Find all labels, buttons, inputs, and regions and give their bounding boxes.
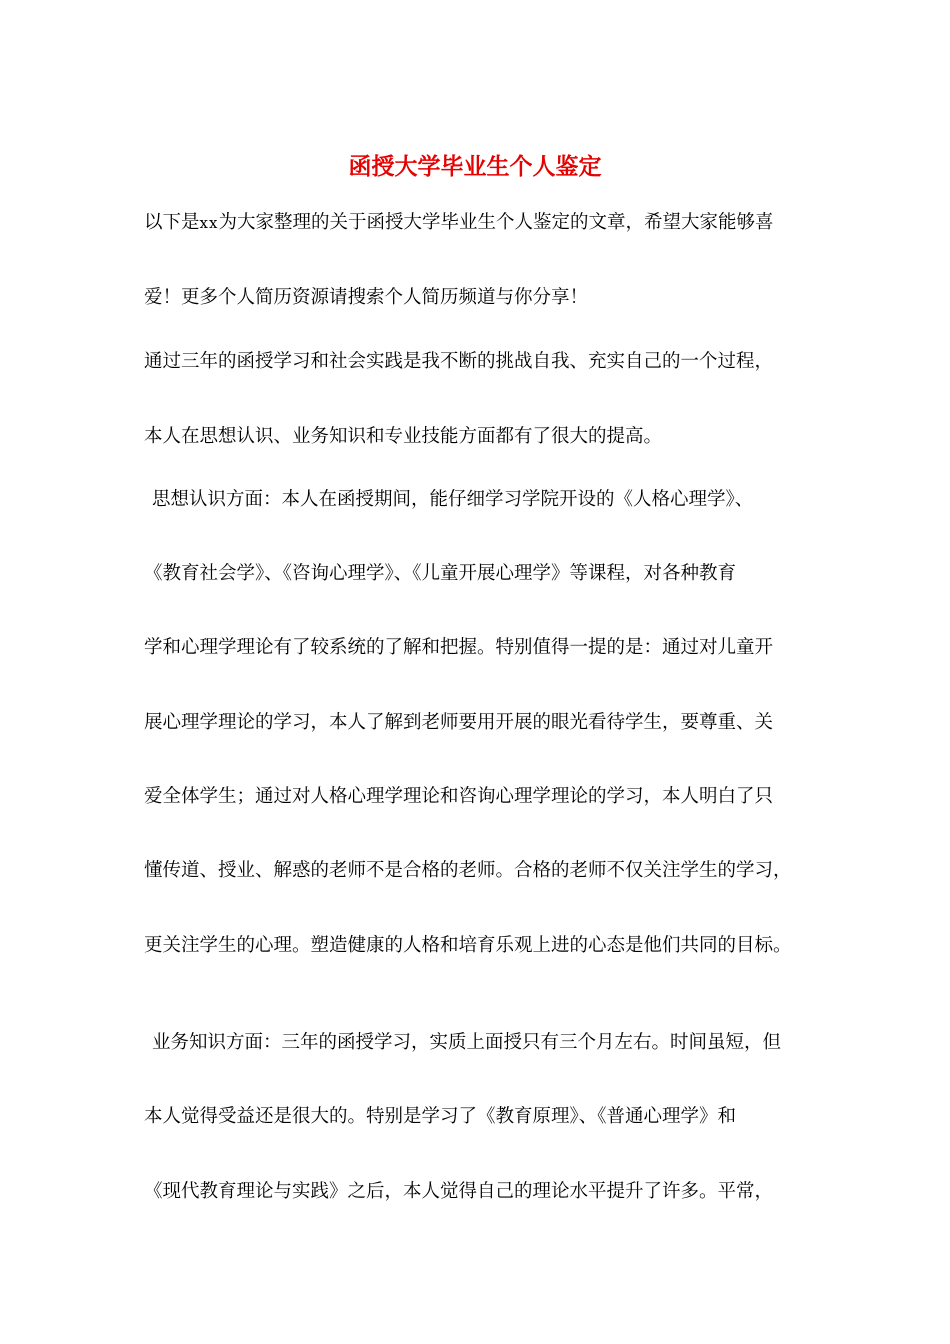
body-line-10: 业务知识方面：三年的函授学习，实质上面授只有三个月左右。时间虽短，但 (152, 1032, 782, 1053)
body-line-9: 更关注学生的心理。塑造健康的人格和培育乐观上进的心态是他们共同的目标。 (144, 935, 792, 956)
body-line-1: 通过三年的函授学习和社会实践是我不断的挑战自我、充实自己的一个过程， (144, 351, 774, 372)
intro-line-1 (144, 210, 824, 236)
intro-placeholder: xx (199, 214, 219, 232)
body-line-7: 爱全体学生；通过对人格心理学理论和咨询心理学理论的学习，本人明白了只 (144, 786, 774, 807)
body-line-2: 本人在思想认识、业务知识和专业技能方面都有了很大的提高。 (144, 426, 663, 447)
body-line-5: 学和心理学理论有了较系统的了解和把握。特别值得一提的是：通过对儿童开 (144, 637, 774, 658)
body-line-6: 展心理学理论的学习，本人了解到老师要用开展的眼光看待学生，要尊重、关 (144, 712, 774, 733)
body-line-4: 《教育社会学》、《咨询心理学》、《儿童开展心理学》等课程，对各种教育 (144, 563, 737, 584)
document-title: 函授大学毕业生个人鉴定 (348, 153, 602, 180)
intro-text-after: 为大家整理的关于函授大学毕业生个人鉴定的文章，希望大家能够喜 (218, 212, 774, 233)
intro-text-before: 以下是 (144, 212, 200, 233)
body-line-12: 《现代教育理论与实践》之后，本人觉得自己的理论水平提升了许多。平常， (144, 1181, 774, 1202)
intro-line-2: 爱！更多个人简历资源请搜索个人简历频道与你分享！ (144, 287, 589, 308)
body-line-3: 思想认识方面：本人在函授期间，能仔细学习学院开设的《人格心理学》、 (152, 489, 754, 510)
body-line-8: 懂传道、授业、解惑的老师不是合格的老师。合格的老师不仅关注学生的学习， (144, 860, 792, 881)
body-line-11: 本人觉得受益还是很大的。特别是学习了《教育原理》、《普通心理学》和 (144, 1106, 737, 1127)
